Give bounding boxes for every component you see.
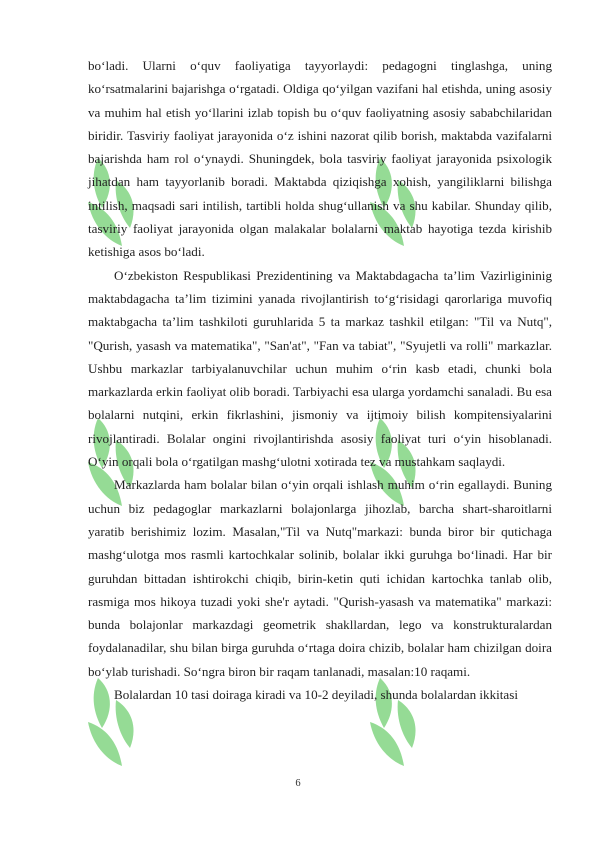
paragraph-3: Markazlarda ham bolalar bilan o‘yin orqali ishlash muhim o‘rin egallaydi. Buning uchun biz pedagoglar markazlarni bolajonlarga jihozlab, barcha shart-sharoitlarni yaratib berishimiz lozim. Masalan,"Til va Nutq"markazi: bunda biror bir qutichaga mashg‘ulotga mos rasmli kartochkalar solinib, bolalar ikki guruhga bo‘linadi. Har bir guruhdan bittadan ishtirokchi chiqib, birin-ketin quti ichidan kartochka tanlab olib, rasmiga mos hikoya tuzadi yoki she'r aytadi. "Qurish-yasash va matematika" markazi: bunda bolajonlar markazdagi geometrik shakllardan, lego va konstrukturalardan foydalanadilar, shu bilan birga guruhda o‘rtaga doira chizib, bolalar ham chizilgan doira bo‘ylab turishadi. So‘ngra biron bir raqam tanlanadi, masalan:10 raqami. [88, 477, 552, 679]
paragraph-4: Bolalardan 10 tasi doiraga kiradi va 10-2 deyiladi, shunda bolalardan ikkitasi [114, 687, 518, 703]
paragraph-1: bo‘ladi. Ularni o‘quv faoliyatiga tayyorlaydi: pedagogni tinglashga, uning ko‘rsatmalarini bajarishga o‘rgatadi. Oldiga qo‘yilgan vazifani hal etishda, uning asosiy va muhim hal etish yo‘llarini izlab topish bu o‘quv faoliyatning asosiy sababchilaridan biridir. Tasviriy faoliyat jarayonida o‘z ishini nazorat qilib borish, maktabda vazifalarni bajarishda ham rol o‘ynaydi. Shuningdek, bola tasviriy faoliyat jarayonida psixologik jihatdan ham tayyorlanib boradi. Maktabda qiziqishga xohish, yangiliklarni bilishga intilish, maqsadi sari intilish, tartibli holda shug‘ullanish va shu kabilar. Shunday qilib, tasviriy faoliyat jarayonida olgan malakalar bolalarni maktab hayotiga tezda kirishib ketishiga asos bo‘ladi. [88, 58, 552, 260]
page-body [88, 54, 552, 706]
page-number: 6 [295, 778, 301, 789]
paragraph-2: O‘zbekiston Respublikasi Prezidentining va Maktabdagacha ta’lim Vazirligininig maktabdagacha ta’lim tizimini yanada rivojlantirish to‘g‘risidagi qarorlariga muvofiq maktabgacha ta’lim tashkiloti guruhlarida 5 ta markaz tashkil etilgan: "Til va Nutq", "Qurish, yasash va matematika", "San'at", "Fan va tabiat", "Syujetli va rolli" markazlar. Ushbu markazlar tarbiyalanuvchilar uchun muhim o‘rin kasb etadi, chunki bola markazlarda erkin faoliyat olib boradi. Tarbiyachi esa ularga yordamchi sanaladi. Bu esa bolalarni nutqini, erkin fikrlashini, jismoniy va ijtimoiy bilish kompitensiyalarini rivojlantiradi. Bolalar ongini rivojlantirishda asosiy faoliyat turi o‘yin hisoblanadi. O‘yin orqali bola o‘rgatilgan mashg‘ulotni xotirada tez va mustahkam saqlaydi. [88, 267, 552, 470]
